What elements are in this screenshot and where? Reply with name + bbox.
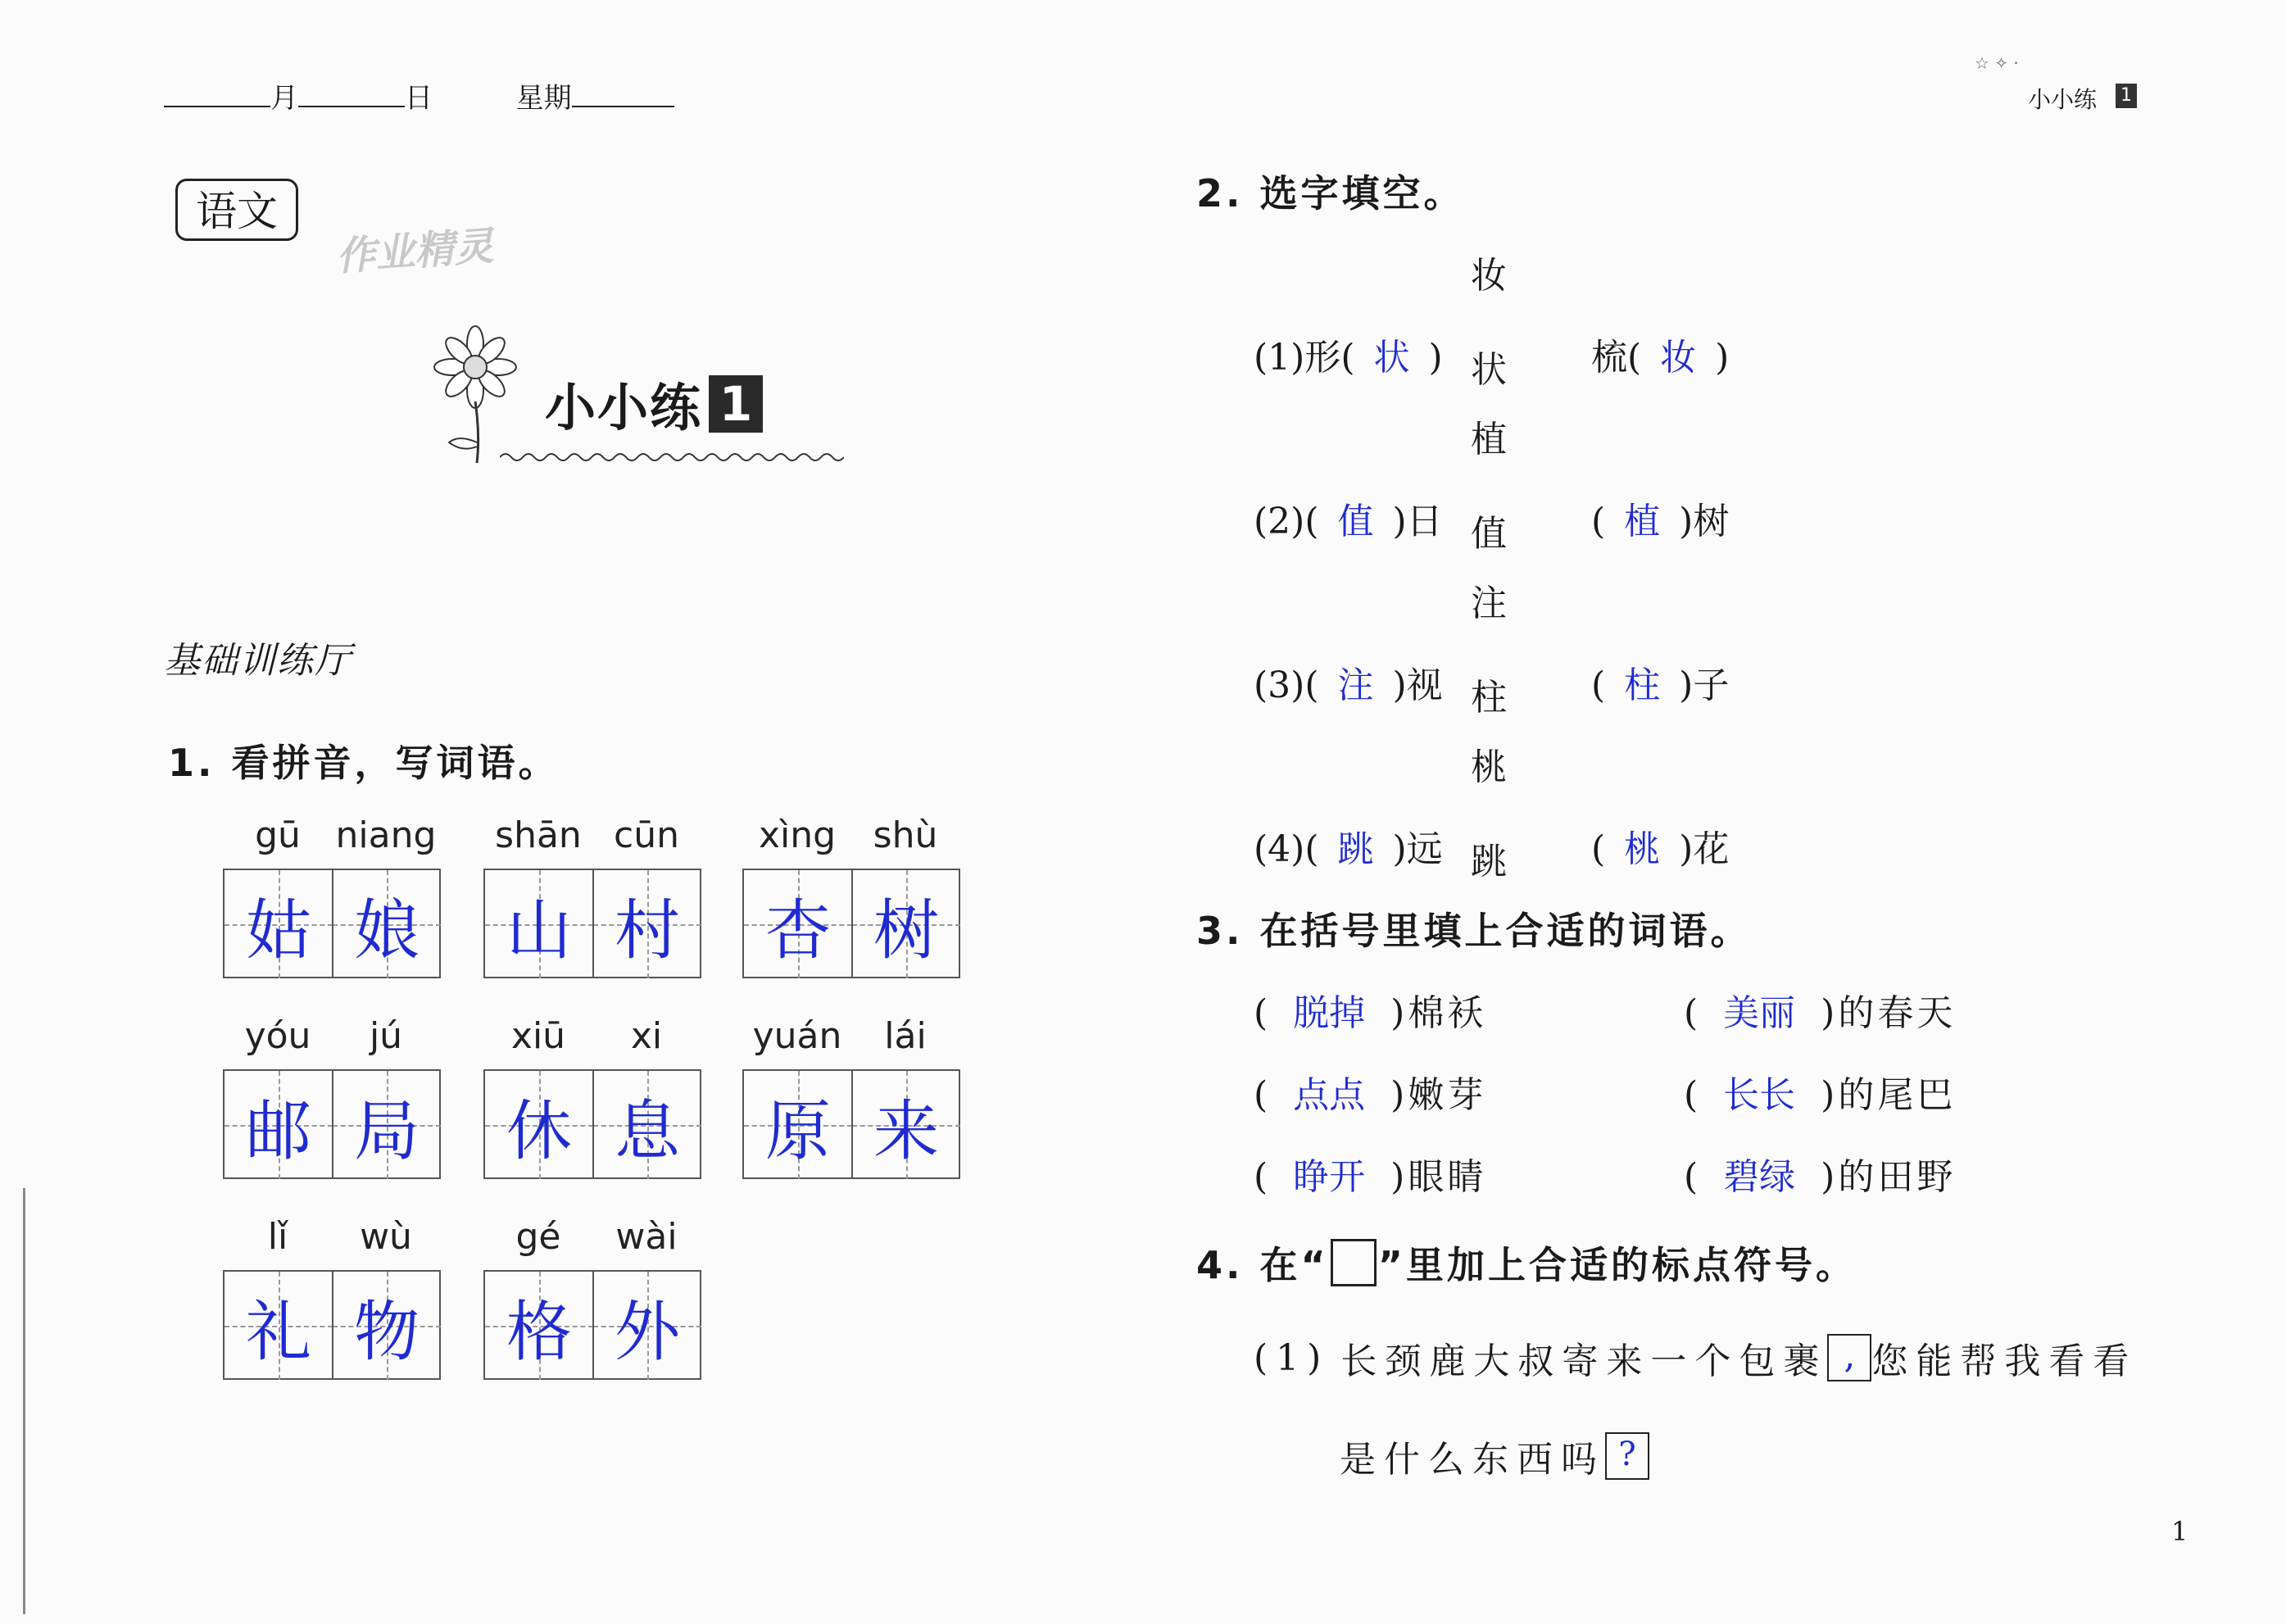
handwritten-char: 局 (354, 1092, 420, 1169)
open-paren: ( (1254, 1074, 1268, 1116)
month-label: 月 (270, 82, 298, 115)
pinyin-syllable: shān (495, 814, 582, 856)
q2-answer-line-right (1591, 492, 1729, 544)
grid-divider (851, 870, 853, 977)
q2-right-answer[interactable]: 柱 (1624, 665, 1661, 706)
grid-divider (592, 1272, 594, 1378)
q3-right-suffix: )的尾巴 (1821, 1074, 1957, 1116)
answer-box-2[interactable]: ? (1605, 1432, 1649, 1480)
grid-cell[interactable] (852, 870, 960, 978)
q2-answer-line (1254, 492, 1443, 544)
handwritten-char: 姑 (246, 891, 311, 969)
section-label: 基础训练厅 (164, 640, 352, 682)
q2-left-prefix: 形( (1304, 337, 1355, 379)
grid-cell[interactable] (593, 1071, 701, 1179)
pinyin-syllable: cūn (614, 814, 679, 856)
banner-title: 小小练 (545, 378, 703, 438)
q4-line1 (1254, 1331, 2137, 1384)
answer-box-1[interactable]: , (1827, 1334, 1871, 1381)
top-right-badge (1966, 49, 2163, 115)
banner (426, 320, 852, 467)
flower-icon (426, 320, 541, 467)
grid-cell[interactable] (593, 1272, 701, 1380)
handwritten-char: 树 (873, 891, 939, 969)
q2-right-prefix: 梳( (1591, 337, 1642, 379)
open-paren: ( (1254, 992, 1268, 1034)
grid-divider (332, 1071, 333, 1177)
q2-item-number: (4) (1254, 828, 1305, 870)
handwritten-char: 物 (354, 1293, 420, 1370)
q2-right-suffix: )花 (1679, 828, 1730, 870)
q4-line2-text: 是什么东西吗 (1340, 1439, 1605, 1481)
pinyin-syllable: shù (873, 814, 938, 856)
binding-edge (23, 1188, 25, 1614)
pinyin-syllable: gū (255, 814, 301, 856)
q2-left-prefix: ( (1304, 828, 1319, 870)
q3-left-answer[interactable]: 点点 (1293, 1074, 1366, 1116)
q2-item-number: (3) (1254, 665, 1305, 706)
pinyin-syllable: gé (515, 1216, 561, 1258)
handwritten-char: 外 (615, 1293, 680, 1370)
grid-cell[interactable] (744, 1071, 852, 1179)
q2-left-suffix: ) (1428, 337, 1443, 379)
subject-badge: 语文 (175, 179, 298, 241)
q2-right-answer[interactable]: 桃 (1624, 828, 1661, 870)
handwritten-char: 杏 (765, 891, 831, 969)
option-char: 值 (1471, 513, 1507, 555)
q2-left-prefix: ( (1304, 501, 1319, 542)
q4-line2 (1340, 1430, 1649, 1482)
grid-cell[interactable] (333, 1071, 441, 1179)
grid-cell[interactable] (225, 1071, 333, 1179)
q2-left-suffix: )视 (1392, 665, 1443, 706)
q3-right-answer[interactable]: 长长 (1723, 1074, 1796, 1116)
handwritten-char: 山 (506, 891, 572, 969)
q2-right-suffix: )树 (1679, 501, 1730, 542)
q3-right-item (1684, 1065, 1956, 1118)
q2-left-answer[interactable]: 状 (1373, 337, 1410, 379)
q2-options (1471, 410, 1563, 556)
open-paren: ( (1684, 992, 1699, 1034)
q2-left-prefix: ( (1304, 665, 1319, 706)
q4-line1-rest: 您能帮我看看 (1871, 1340, 2138, 1382)
grid-divider (592, 1071, 594, 1177)
pinyin-syllable: yóu (244, 1015, 311, 1057)
tianzige-grid (742, 1069, 960, 1179)
grid-cell[interactable] (593, 870, 701, 978)
open-paren: ( (1254, 1156, 1268, 1198)
tianzige-grid (223, 1270, 441, 1380)
tianzige-grid (223, 1069, 441, 1179)
weekday-label: 星期 (515, 82, 572, 115)
grid-cell[interactable] (852, 1071, 960, 1179)
q3-right-item (1684, 1147, 1956, 1200)
handwritten-char: 原 (765, 1092, 831, 1169)
q2-right-suffix: )子 (1679, 665, 1730, 706)
handwritten-char: 格 (506, 1293, 572, 1370)
q2-left-suffix: )远 (1392, 828, 1443, 870)
open-paren: ( (1684, 1156, 1699, 1198)
pinyin-syllable: lái (884, 1015, 927, 1057)
q2-answer-line (1254, 328, 1443, 380)
q3-right-item (1684, 983, 1956, 1036)
option-char: 桃 (1471, 746, 1507, 788)
q2-answer-line (1254, 655, 1443, 708)
q3-right-suffix: )的春天 (1821, 992, 1957, 1034)
q3-left-answer[interactable]: 睁开 (1293, 1156, 1366, 1198)
q2-left-suffix: )日 (1392, 501, 1443, 542)
grid-cell[interactable] (485, 1071, 593, 1179)
grid-cell[interactable] (485, 1272, 593, 1380)
q3-title: 3. 在括号里填上合适的词语。 (1196, 909, 1752, 953)
q3-left-suffix: )嫩芽 (1390, 1074, 1487, 1116)
grid-cell[interactable] (333, 1272, 441, 1380)
pinyin-syllable: wù (360, 1216, 412, 1258)
q2-answer-line (1254, 819, 1443, 872)
q3-left-suffix: )眼睛 (1390, 1156, 1487, 1198)
tianzige-grid (223, 869, 441, 978)
banner-title-group (545, 367, 763, 440)
q3-right-answer[interactable]: 美丽 (1723, 992, 1796, 1034)
handwritten-char: 礼 (246, 1293, 311, 1370)
stars-icon: ☆ ✧ · (1975, 53, 2019, 73)
q2-right-answer[interactable]: 妆 (1660, 337, 1697, 379)
q4-line1-text: 长颈鹿大叔寄来一个包裹 (1340, 1340, 1828, 1382)
q2-item-number: (2) (1254, 501, 1305, 542)
q3-right-suffix: )的田野 (1821, 1156, 1957, 1198)
q2-answer-line-right (1591, 655, 1729, 708)
pinyin-syllable: xi (630, 1015, 663, 1057)
page-number: 1 (2171, 1516, 2188, 1547)
tianzige-grid (483, 1069, 701, 1179)
q2-title: 2. 选字填空。 (1196, 171, 1465, 215)
pinyin-syllable: niang (335, 814, 437, 856)
option-char: 状 (1471, 349, 1507, 391)
tianzige-grid (742, 869, 960, 978)
option-char: 柱 (1471, 677, 1507, 719)
handwritten-char: 休 (506, 1092, 572, 1169)
q4-title (1196, 1236, 1857, 1290)
q2-right-prefix: ( (1591, 501, 1606, 542)
q2-answer-line-right (1591, 819, 1729, 872)
pinyin-syllable: wài (615, 1216, 678, 1258)
top-right-label: 小小练 (2028, 86, 2098, 113)
top-right-number: 1 (2116, 84, 2137, 108)
option-char: 跳 (1471, 841, 1507, 882)
pinyin-syllable: xìng (758, 814, 837, 856)
date-line (164, 75, 674, 116)
handwritten-char: 娘 (354, 891, 420, 969)
grid-divider (332, 870, 333, 977)
pinyin-syllable: yuán (752, 1015, 842, 1057)
banner-number: 1 (709, 375, 763, 433)
q2-answer-line-right (1591, 328, 1729, 380)
q2-options (1471, 574, 1563, 720)
q3-left-suffix: )棉袄 (1390, 992, 1487, 1034)
handwritten-char: 邮 (246, 1092, 311, 1169)
wave-line (500, 451, 844, 464)
grid-cell[interactable] (225, 1272, 333, 1380)
q2-right-answer[interactable]: 植 (1624, 501, 1661, 542)
grid-cell[interactable] (333, 870, 441, 978)
q4-line1-num: (1) (1254, 1336, 1330, 1379)
q2-left-answer[interactable]: 值 (1337, 501, 1374, 542)
handwritten-char: 息 (615, 1092, 680, 1169)
q3-left-item (1254, 1065, 1486, 1118)
q2-left-answer[interactable]: 跳 (1337, 828, 1374, 870)
q1-title: 1. 看拼音，写词语。 (168, 741, 560, 785)
option-char: 妆 (1471, 255, 1507, 297)
q2-left-answer[interactable]: 注 (1337, 665, 1374, 706)
option-char: 注 (1471, 583, 1507, 624)
q3-left-answer[interactable]: 脱掉 (1293, 992, 1366, 1034)
blank-box (1331, 1239, 1377, 1286)
q2-options (1471, 737, 1563, 884)
grid-divider (592, 870, 594, 977)
handwritten-char: 村 (615, 891, 680, 969)
watermark: 作业精灵 (334, 223, 496, 280)
q2-right-suffix: ) (1715, 337, 1730, 379)
open-paren: ( (1684, 1074, 1699, 1116)
q3-left-item (1254, 983, 1486, 1036)
pinyin-syllable: xiū (510, 1015, 566, 1057)
pinyin-syllable: jú (369, 1015, 403, 1057)
day-label: 日 (405, 82, 433, 115)
q2-right-prefix: ( (1591, 665, 1606, 706)
q2-options (1471, 246, 1563, 392)
q3-left-item (1254, 1147, 1486, 1200)
pinyin-syllable: lǐ (267, 1216, 288, 1258)
q4-title-post: ”里加上合适的标点符号。 (1377, 1243, 1857, 1287)
option-char: 植 (1471, 419, 1507, 460)
q4-title-pre: 4. 在“ (1196, 1243, 1329, 1287)
tianzige-grid (483, 1270, 701, 1380)
q2-item-number: (1) (1254, 337, 1305, 379)
grid-cell[interactable] (225, 870, 333, 978)
tianzige-grid (483, 869, 701, 978)
grid-divider (332, 1272, 333, 1378)
grid-divider (851, 1071, 853, 1177)
q3-right-answer[interactable]: 碧绿 (1723, 1156, 1796, 1198)
handwritten-char: 来 (873, 1092, 939, 1169)
q2-right-prefix: ( (1591, 828, 1606, 870)
grid-cell[interactable] (744, 870, 852, 978)
grid-cell[interactable] (485, 870, 593, 978)
